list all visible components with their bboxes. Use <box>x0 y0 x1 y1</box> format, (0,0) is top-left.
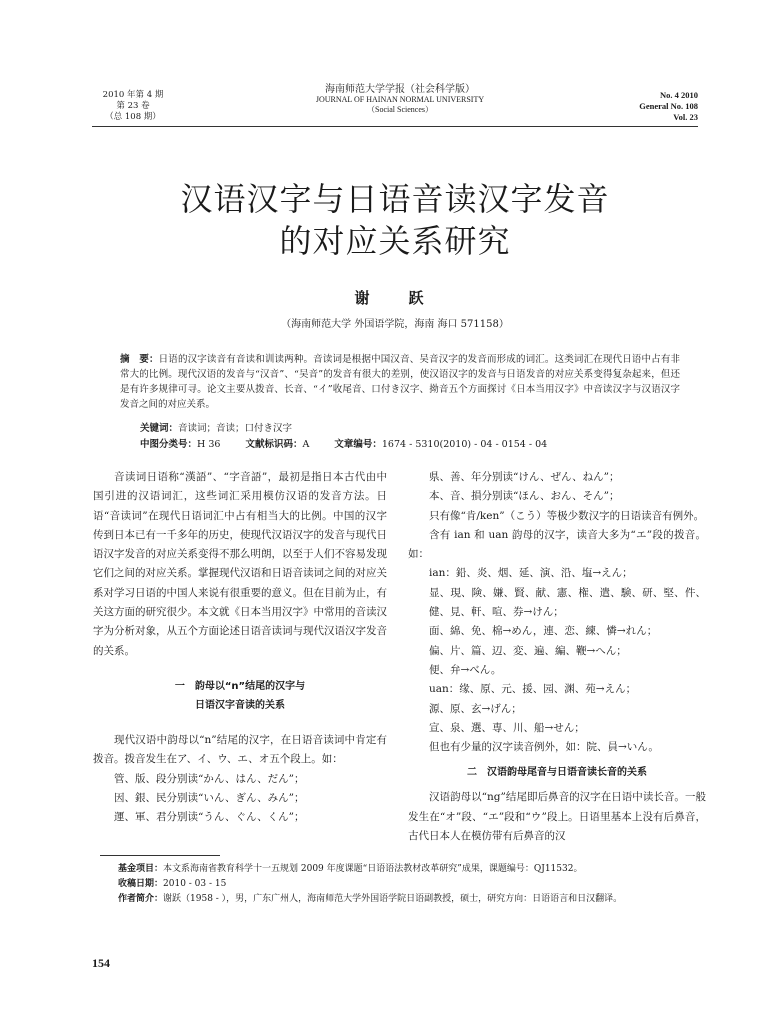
date-label: 收稿日期： <box>118 879 164 889</box>
section-1-paragraph: 现代汉语中韵母以“n”结尾的汉字，在日语音读词中肯定有拨音。拨音发生在ア、イ、ウ、エ、オ五个段上。如： <box>93 733 387 766</box>
header-general-no: General No. 108 <box>639 101 698 111</box>
ian-uan-item: 偏、片、篇、辺、変、遍、編、鞭→へん； <box>429 644 627 657</box>
abstract <box>120 352 680 412</box>
section-1-heading-line-1: 一 韵母以“n”结尾的汉字与 <box>174 680 306 692</box>
section-2-paragraph: 汉语韵母以“ng”结尾即后鼻音的汉字在日语中读长音。一般发生在“オ”段、“エ”段和“ウ”段上。日语里基本上没有后鼻音，古代日本人在模仿带有后鼻音的汉 <box>408 791 706 843</box>
header-vol: Vol. 23 <box>673 112 698 122</box>
article-no-label: 文章编号： <box>334 439 382 450</box>
example-item: 管、版、段分别读“かん、はん、だん”； <box>114 772 305 785</box>
paper-title <box>100 178 690 262</box>
clc-label: 中图分类号： <box>140 439 198 450</box>
example-item: 県、善、年分别读“けん、ぜん、ねん”； <box>429 471 620 483</box>
journal-name-en: JOURNAL OF HAINAN NORMAL UNIVERSITY <box>315 95 485 104</box>
ian-uan-item: 宣、泉、選、専、川、船→せん； <box>429 721 585 734</box>
article-no-value: 1674 - 5310(2010) - 04 - 0154 - 04 <box>381 439 548 450</box>
abstract-label: 摘 要： <box>120 354 159 365</box>
journal-subtitle-en: （Social Sciences） <box>367 105 433 114</box>
doc-code-label: 文献标识码： <box>245 439 303 450</box>
exception-paragraph: 只有像“肯/ken”（こう）等极少数汉字的日语读音有例外。 <box>429 509 705 522</box>
journal-name-cn: 海南师范大学学报（社会科学版） <box>325 84 475 95</box>
header-total-issue: （总 108 期） <box>105 112 161 122</box>
ian-uan-paragraph: 含有 ian 和 uan 韵母的汉字，读音大多为“エ”段的拨音。如： <box>408 528 706 561</box>
ian-uan-item: 便、弁→べん。 <box>429 663 502 676</box>
received-date <box>100 877 700 892</box>
example-item: 本、音、損分别读“ほん、おん、そん”； <box>429 490 620 503</box>
header-no: No. 4 2010 <box>659 90 698 100</box>
author-bio-text: 谢跃（1958 - ），男，广东广州人，海南师范大学外国语学院日语副教授，硕士，研究方向：日语语言和日汉翻译。 <box>163 894 623 904</box>
title-line-1: 汉语汉字与日语音读汉字发音 <box>180 180 610 218</box>
author-name: 谢 跃 <box>354 289 436 307</box>
clc-value: H 36 <box>197 439 221 450</box>
ian-uan-item: 显、現、険、嫌、賢、献、憲、権、遣、験、研、堅、件、健、見、軒、喧、券→けん； <box>429 586 706 619</box>
ian-uan-item: 面、綿、免、棉→めん，連、恋、練、憐→れん； <box>429 625 658 638</box>
exception-note: 但也有少量的汉字读音例外，如：院、員→いん。 <box>429 741 659 754</box>
ian-uan-list <box>408 564 706 738</box>
fund-label: 基金项目： <box>118 864 164 874</box>
fund-text: 本文系海南省教育科学十一五规划 2009 年度课题“日语语法教材改革研究”成果，课题编号：QJ11532。 <box>163 864 583 874</box>
doc-code-value: A <box>302 439 310 450</box>
example-list <box>93 770 387 828</box>
right-column <box>408 468 706 846</box>
ian-uan-item: ian：鉛、炎、烟、延、演、沿、塩→えん； <box>429 567 633 580</box>
keywords-text: 音读词；音读；口付き汉字 <box>178 423 293 434</box>
page-number: 154 <box>92 956 110 970</box>
journal-header <box>280 84 520 115</box>
example-item: 因、銀、民分别读“いん、ぎん、みん”； <box>114 791 305 804</box>
date-text: 2010 - 03 - 15 <box>163 879 227 889</box>
classification-info <box>140 437 700 452</box>
header-rule <box>92 126 698 127</box>
header-volume: 第 23 卷 <box>116 101 150 111</box>
section-1-heading <box>93 677 387 715</box>
keywords <box>140 421 680 436</box>
title-line-2: 的对应关系研究 <box>279 222 511 260</box>
author-bio <box>100 892 700 907</box>
header-issue: 2010 年第 4 期 <box>102 90 164 100</box>
keywords-label: 关键词： <box>140 423 179 434</box>
example-item: 運、軍、君分别读“うん、ぐん、くん”； <box>114 811 305 824</box>
example-list-continued <box>408 468 706 507</box>
header-issue-info <box>92 90 174 123</box>
intro-paragraph: 音读词日语称“漢語”、“字音語”，最初是指日本古代由中国引进的汉语词汇，这些词汇采用模仿汉语的发音方法。日语“音读词”在现代日语词汇中占有相当大的比例。中国的汉字传到日本已有一千多年的历史，使现代汉语汉字的发音与现代日语汉字发音的对应关系变得不那么明朗，以至于人们不容易发现它们之间的对应关系。掌握现代汉语和日语音读词之间的对应关系对学习日语的中国人来说有很重要的意义。但在目前为止，有关这方面的研究很少。本文就《日本当用汉字》中常用的音读汉字为分析对象，从五个方面论述日语音读词与现代汉语汉字发音的关系。 <box>93 471 387 657</box>
author-bio-label: 作者简介： <box>118 894 164 904</box>
footnote-rule <box>100 855 220 856</box>
author-affiliation: （海南师范大学 外国语学院，海南 海口 571158） <box>281 319 509 330</box>
abstract-text: 日语的汉字读音有音读和训读两种。音读词是根据中国汉音、吴音汉字的发音而形成的词汇。这类词汇在现代日语中占有非常大的比例。现代汉语的发音与“汉音”、“吴音”的发音有很大的差别，使汉语汉字的发音与日语发音的对应关系变得复杂起来，但还是有许多规律可寻。论文主要从拨音、长音、“イ”收尾音、口付き汉字、拗音五个方面探讨《日本当用汉字》中音读汉字与汉语汉字发音之间的对应关系。 <box>120 354 680 410</box>
ian-uan-item: 源、原、玄→げん； <box>429 702 522 715</box>
section-2-heading: 二 汉语韵母尾音与日语音读长音的关系 <box>467 767 647 779</box>
footnote <box>100 862 700 907</box>
header-issue-info-en <box>588 90 698 123</box>
section-1-heading-line-2: 日语汉字音读的关系 <box>195 699 285 711</box>
ian-uan-item: uan：缘、原、元、援、园、渊、苑→えん； <box>429 683 637 696</box>
fund-note <box>100 862 700 877</box>
left-column <box>93 468 387 827</box>
